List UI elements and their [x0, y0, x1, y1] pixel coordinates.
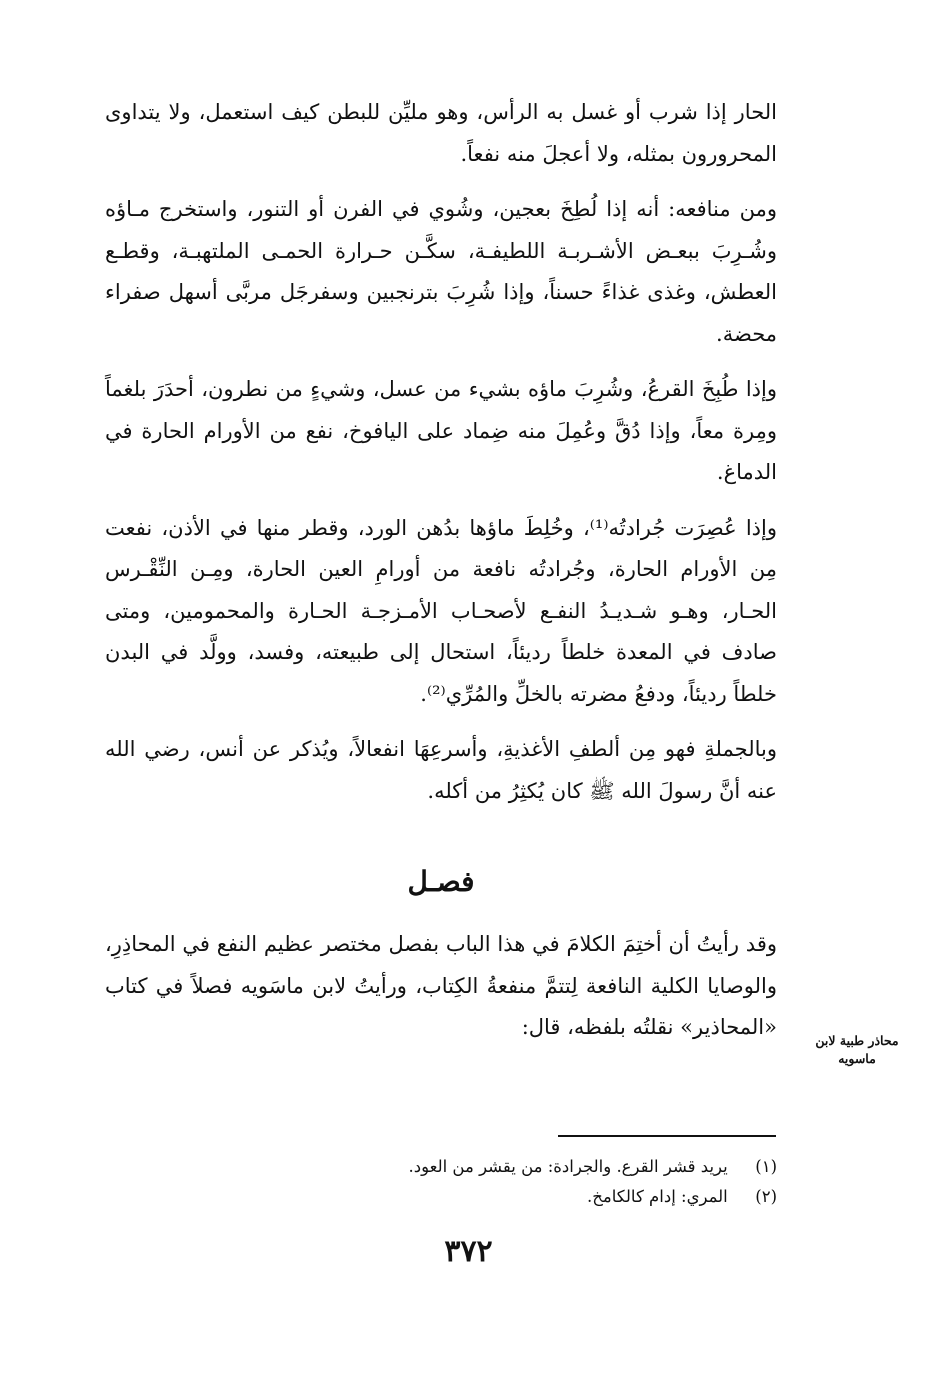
footnote-number: (٢) — [755, 1187, 777, 1206]
footnote-text: المري: إدام كالكامخ. — [587, 1187, 728, 1206]
paragraph-4: وإذا عُصِرَت جُرادتُه⁽¹⁾، وخُلِطَ ماؤها بدُهن الورد، وقطر منها في الأذن، نفعت مِن الأورام الحارة، وجُرادتُه نافعة من أورامِ العين الحارة، ومِـن النِّقْـرس الحـار، وهـو شـديـدُ النفـع لأصحـاب الأمـزجـة الحـارة والمحمومين، ومتى صادف في المعدة خلطاً رديئاً، استحال إلى طبيعته، وفسد، وولَّد في البدن خلطاً رديئاً، ودفعُ مضرته بالخلِّ والمُرِّي⁽²⁾. — [105, 515, 777, 706]
paragraph-5: وبالجملةِ فهو مِن ألطفِ الأغذيةِ، وأسرعِهَا انفعالاً، ويُذكر عن أنس، رضي الله عنه أنَّ رسولَ الله ﷺ كان يُكثِرُ من أكله. — [105, 737, 777, 803]
footnotes — [277, 1152, 777, 1212]
paragraph-1: الحار إذا شرب أو غسل به الرأس، وهو مليِّن للبطن كيف استعمل، ولا يتداوى المحرورون بمثله، ولا أعجلَ منه نفعاً. — [105, 100, 777, 166]
footnote-item — [277, 1152, 777, 1182]
section-heading: فصـل — [407, 865, 475, 898]
page-number: ٣٧٢ — [444, 1234, 493, 1269]
footnote-text: يريد قشر القرع. والجرادة: من يقشر من العود. — [408, 1157, 728, 1176]
main-text — [105, 92, 777, 1063]
paragraph-2: ومن منافعه: أنه إذا لُطِخَ بعجين، وشُوي في الفرن أو التنور، واستخرج مـاؤه وشُـرِبَ ببعـض الأشـربـة اللطيفـة، سكَّـن حـرارة الحمـى الملتهبـة، وقطـع العطش، وغذى غذاءً حسناً، وإذا شُرِبَ بترنجبين وسفرجَل مربَّى أسهل صفراء محضة. — [105, 197, 777, 346]
footnote-item — [277, 1182, 777, 1212]
margin-note: محاذر طبية لابن ماسويه — [815, 1033, 899, 1066]
paragraph-3: وإذا طُبِخَ القرعُ، وشُرِبَ ماؤه بشيء من عسل، وشيءٍ من نطرون، أحدَرَ بلغماً ومِرة معاً، وإذا دُقَّ وعُمِلَ منه ضِماد على اليافوخ، نفع من الأورام الحارة في الدماغ. — [105, 377, 777, 484]
footnote-divider — [558, 1135, 776, 1137]
footnote-number: (١) — [755, 1157, 777, 1176]
paragraph-final: وقد رأيتُ أن أختِمَ الكلامَ في هذا الباب بفصل مختصر عظيم النفع في المحاذِرِ، والوصايا الكلية النافعة لِتتمَّ منفعةُ الكِتاب، ورأيتُ لابن ماسَويه فصلاً في كتاب «المحاذير» نقلتُه بلفظه، قال: — [105, 932, 777, 1039]
